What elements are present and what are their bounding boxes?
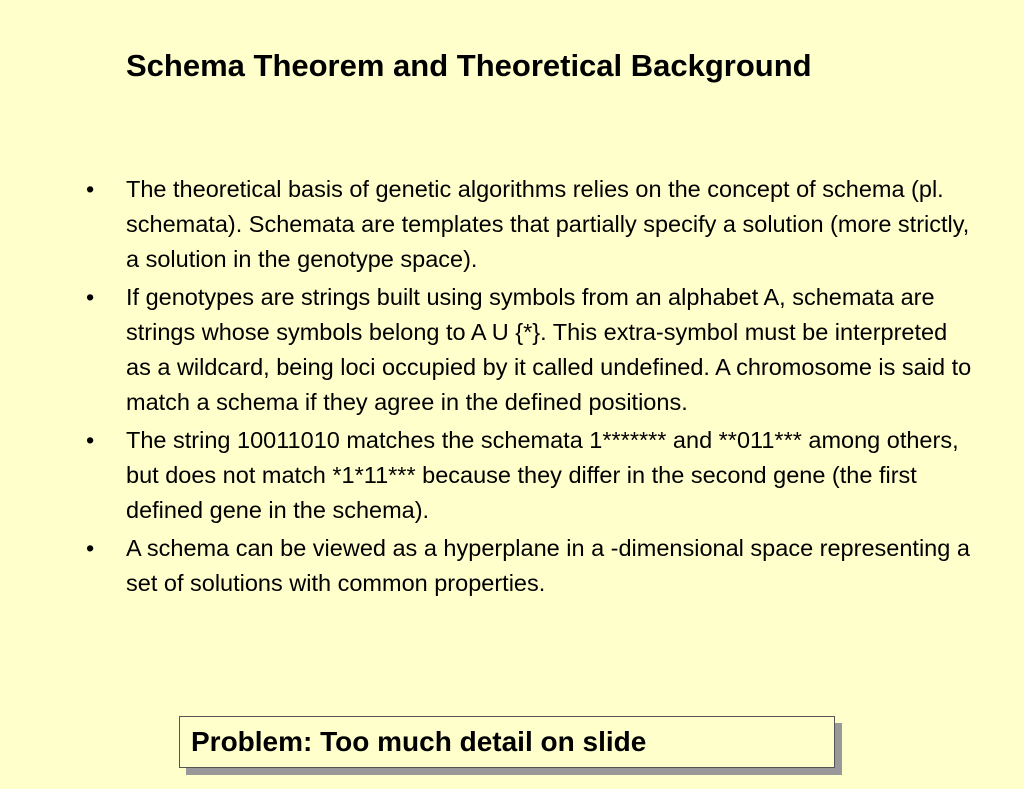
bullet-list: [86, 172, 976, 604]
bullet-text: The string 10011010 matches the schemata 1******* and **011*** among others, but does not match *1*11*** because they differ in the second gene (the first defined gene in the schema).: [126, 427, 959, 523]
bullet-item: [86, 280, 976, 420]
bullet-text: If genotypes are strings built using symbols from an alphabet A, schemata are strings whose symbols belong to A U {*}. This extra-symbol must be interpreted as a wildcard, being loci occupied by it called undefined. A chromosome is said to match a schema if they agree in the defined positions.: [126, 284, 972, 415]
bullet-dot-icon: •: [86, 284, 95, 310]
slide-title: Schema Theorem and Theoretical Background: [126, 48, 812, 83]
bullet-text: A schema can be viewed as a hyperplane in a -dimensional space representing a set of solutions with common properties.: [126, 535, 970, 596]
bullet-dot-icon: •: [86, 176, 95, 202]
bullet-item: [86, 172, 976, 277]
callout-text: Problem: Too much detail on slide: [191, 726, 647, 757]
bullet-text: The theoretical basis of genetic algorithms relies on the concept of schema (pl. schemata). Schemata are templates that partially specify a solution (more strictly, a solution in the genotype space).: [126, 176, 970, 272]
bullet-dot-icon: •: [86, 427, 95, 453]
callout-box: [179, 716, 835, 768]
bullet-dot-icon: •: [86, 535, 95, 561]
bullet-item: [86, 423, 976, 528]
bullet-item: [86, 531, 976, 601]
